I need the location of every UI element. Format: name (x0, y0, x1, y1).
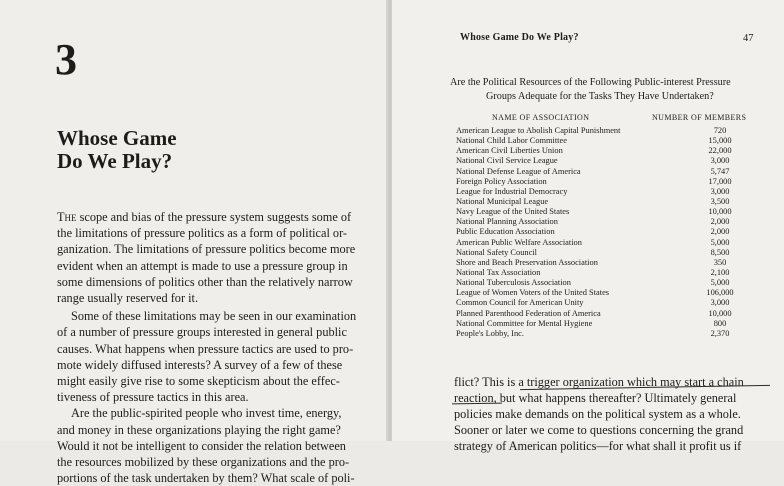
body-line: mote widely diffused interests? A survey of a few of these (57, 357, 343, 372)
member-count: 3,000 (710, 156, 730, 166)
association-name: Foreign Policy Association (456, 176, 547, 186)
body-line: causes. What happens when pressure tactics are used to pro- (57, 341, 354, 356)
table-row (456, 227, 756, 237)
body-line: some dimensions of politics other than the relatively narrow (57, 274, 353, 289)
body-line: tiveness of pressure tactics in this area. (57, 390, 249, 405)
table-row (456, 329, 756, 339)
column-header-name: NAME OF ASSOCIATION (492, 113, 590, 122)
table-row (456, 217, 756, 227)
table-row (456, 146, 756, 156)
body-line: the resources mobilized by these organizations and the pro- (57, 455, 350, 470)
table-row (456, 238, 756, 248)
table-row (456, 258, 756, 268)
member-count: 5,747 (710, 166, 730, 176)
member-count: 8,500 (710, 247, 730, 257)
table-row (456, 197, 756, 207)
table-caption (450, 76, 770, 104)
chapter-title-line: Do We Play? (57, 149, 173, 173)
association-name: American Civil Liberties Union (456, 146, 563, 156)
chapter-number: 3 (55, 35, 77, 84)
member-count: 800 (713, 318, 727, 328)
column-header-members: NUMBER OF MEMBERS (652, 113, 747, 122)
association-name: National Committee for Mental Hygiene (456, 318, 593, 328)
table-caption-line: Are the Political Resources of the Following Public-interest Pressure (450, 77, 731, 88)
table-row (456, 319, 756, 329)
page-number: 47 (743, 33, 754, 44)
table-row (456, 298, 756, 308)
body-line: Sooner or later we come to questions concerning the grand (454, 423, 744, 437)
association-name: National Tuberculosis Association (456, 278, 571, 288)
body-line: Some of these limitations may be seen in our examination (71, 309, 357, 324)
table-row (456, 268, 756, 278)
member-count: 2,000 (710, 217, 730, 227)
right-page (392, 0, 784, 453)
body-line: the limitations of pressure politics as a form of political or- (57, 226, 348, 241)
table-row (456, 126, 756, 136)
opening-word: The (57, 210, 77, 224)
body-line (57, 209, 353, 225)
association-name: American Public Welfare Association (456, 237, 582, 247)
member-count: 3,000 (710, 298, 730, 308)
body-line: of a number of pressure groups interested in general public (57, 325, 347, 340)
member-count: 5,000 (710, 237, 730, 247)
member-count: 5,000 (710, 278, 730, 288)
member-count: 350 (713, 257, 727, 267)
table-row (456, 167, 756, 177)
running-head: Whose Game Do We Play? (460, 32, 579, 43)
table-row (456, 187, 756, 197)
body-line: range usually reserved for it. (57, 291, 199, 306)
member-count: 2,370 (710, 328, 730, 338)
member-count: 15,000 (708, 136, 732, 146)
body-line: might easily give rise to some skepticism about the effec- (57, 374, 340, 389)
member-count: 10,000 (708, 207, 732, 217)
member-count: 720 (713, 126, 727, 135)
body-line: policies make demands on the political system as a whole. (454, 407, 741, 421)
body-line: Would it not be intelligent to consider the relation between (57, 438, 346, 453)
body-line: evident when an attempt is made to use a pressure group in (57, 258, 348, 273)
member-count: 17,000 (708, 176, 732, 186)
association-name: National Defense League of America (456, 166, 581, 176)
chapter-title-line: Whose Game (57, 126, 177, 150)
member-count: 2,000 (710, 227, 730, 237)
member-count: 10,000 (708, 308, 732, 318)
association-table (456, 126, 756, 339)
association-name: National Tax Association (456, 267, 541, 277)
association-name: Planned Parenthood Federation of America (456, 308, 601, 318)
association-name: American League to Abolish Capital Punishment (456, 126, 621, 135)
table-row (456, 309, 756, 319)
table-row (456, 177, 756, 187)
association-name: League for Industrial Democracy (456, 186, 568, 196)
member-count: 106,000 (706, 288, 734, 298)
chapter-title (57, 127, 177, 173)
association-name: Navy League of the United States (456, 207, 570, 217)
member-count: 2,100 (710, 267, 730, 277)
association-name: League of Women Voters of the United States (456, 288, 610, 298)
table-row (456, 156, 756, 166)
association-name: National Civil Service League (456, 156, 558, 166)
table-row (456, 207, 756, 217)
body-line: portions of the task undertaken by them? What scale of poli- (57, 471, 355, 486)
association-name: National Planning Association (456, 217, 558, 227)
body-line: and money in these organizations playing the right game? (57, 422, 341, 437)
body-line: reaction, but what happens thereafter? Ultimately general (454, 391, 737, 405)
association-name: National Safety Council (456, 247, 537, 257)
association-name: Common Council for American Unity (456, 298, 584, 308)
body-line: flict? This is a trigger organization which may start a chain (454, 375, 744, 389)
body-line-rest: scope and bias of the pressure system suggests some of (76, 210, 352, 224)
association-name: People's Lobby, Inc. (456, 328, 524, 338)
member-count: 3,000 (710, 186, 730, 196)
association-name: National Child Labor Committee (456, 136, 567, 146)
association-name: Shore and Beach Preservation Association (456, 257, 598, 267)
member-count: 3,500 (710, 196, 730, 206)
left-body-text (57, 209, 357, 486)
table-row (456, 248, 756, 258)
table-caption-line: Groups Adequate for the Tasks They Have Undertaken? (486, 91, 714, 102)
association-name: National Municipal League (456, 196, 549, 206)
table-row (456, 288, 756, 298)
body-line: strategy of American politics—for what shall it profit us if (454, 439, 742, 453)
body-line: ganization. The limitations of pressure politics become more (57, 242, 356, 257)
left-page (0, 0, 388, 486)
body-line: Are the public-spirited people who invest time, energy, (71, 406, 342, 421)
association-name: Public Education Association (456, 227, 555, 237)
member-count: 22,000 (708, 146, 732, 156)
table-row (456, 136, 756, 146)
table-row (456, 278, 756, 288)
